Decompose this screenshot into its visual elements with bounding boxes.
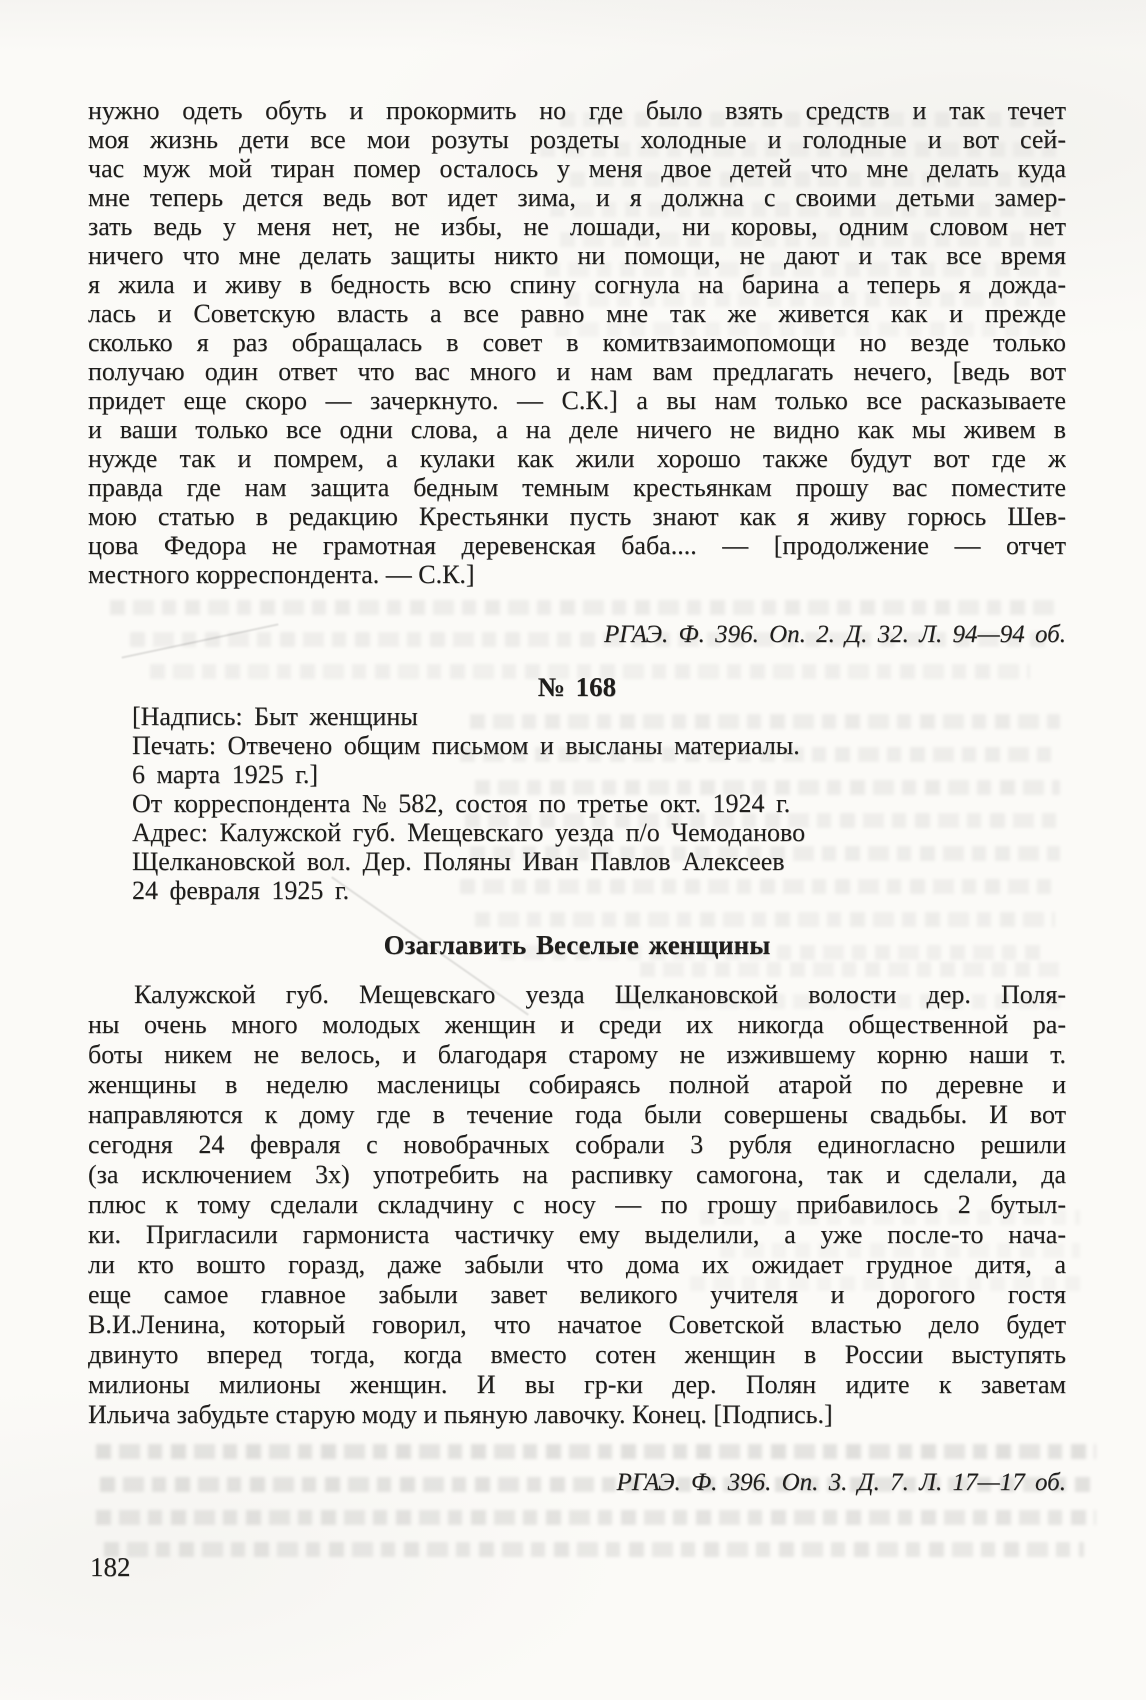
text-line: направляются к дому где в течение года были совершены свадьбы. И вот xyxy=(88,1100,1066,1129)
text-line: придет еще скоро — зачеркнуто. — С.К.] а вы нам только все расказываете xyxy=(88,386,1066,415)
doc2-metadata xyxy=(132,702,1066,905)
text-line: моя жизнь дети все мои розуты роздеты холодные и голодные и вот сей- xyxy=(88,125,1066,154)
text-line: мою статью в редакцию Крестьянки пусть знают как я живу горюсь Шев- xyxy=(88,502,1066,531)
text-line: нужде так и помрем, а кулаки как жили хорошо также будут вот где ж xyxy=(88,444,1066,473)
text-line: я жила и живу в бедность всю спину согнула на барина а теперь я дожда- xyxy=(88,270,1066,299)
text-line: От корреспондента № 582, состоя по третье окт. 1924 г. xyxy=(132,789,791,818)
text-line: час муж мой тиран помер осталось у меня двое детей что мне делать куда xyxy=(88,154,1066,183)
text-line: [Надпись: Быт женщины xyxy=(132,702,418,731)
text-line: Ильича забудьте старую моду и пьяную лавочку. Конец. [Подпись.] xyxy=(88,1400,833,1429)
bleedthrough-row xyxy=(96,1510,1096,1525)
text-line: Щелкановской вол. Дер. Поляны Иван Павлов Алексеев xyxy=(132,847,785,876)
text-line: ки. Пригласили гармониста частичку ему выделили, а уже после-то нача- xyxy=(88,1220,1066,1249)
text-line: зать ведь у меня нет, не избы, не лошади, ни коровы, одним словом нет xyxy=(88,212,1066,241)
doc2-body xyxy=(88,980,1066,1430)
bleedthrough-row xyxy=(96,1444,1096,1459)
text-line: правда где нам защита бедным темным крестьянкам прошу вас поместите xyxy=(88,473,1066,502)
text-line: Печать: Отвечено общим письмом и высланы материалы. xyxy=(132,731,800,760)
text-line: сколько я раз обращалась в совет в комитвзаимопомощи но везде только xyxy=(88,328,1066,357)
text-line: ли кто вошто горазд, даже забыли что дома их ожидает грудное дитя, а xyxy=(88,1250,1066,1279)
text-line: милионы милионы женщин. И вы гр-ки дер. Полян идите к заветам xyxy=(88,1370,1066,1399)
doc2-title: Озаглавить Веселые женщины xyxy=(383,930,771,960)
doc1-body xyxy=(88,96,1066,589)
text-line: лась и Советскую власть а все равно мне так же живется как и прежде xyxy=(88,299,1066,328)
doc2-archive-ref: РГАЭ. Ф. 396. Оп. 3. Д. 7. Л. 17—17 об. xyxy=(616,1469,1066,1496)
text-line: плюс к тому сделали складчину с носу — по грошу прибавилось 2 бутыл- xyxy=(88,1190,1066,1219)
page-number: 182 xyxy=(90,1552,131,1582)
text-line: женщины в неделю масленицы собираясь полной атарой по деревне и xyxy=(88,1070,1066,1099)
text-line: двинуто вперед тогда, когда вместо сотен женщин в России выступять xyxy=(88,1340,1066,1369)
text-line: Калужской губ. Мещевскаго уезда Щелкановской волости дер. Поля- xyxy=(134,980,1066,1009)
bleedthrough-row xyxy=(475,912,1055,927)
doc2-number-heading: № 168 xyxy=(537,672,617,702)
text-line: (за исключением 3х) употребить на распивку самогона, так и сделали, да xyxy=(88,1160,1066,1189)
bleedthrough-row xyxy=(110,600,1060,615)
text-line: цова Федора не грамотная деревенская баба.... — [продолжение — отчет xyxy=(88,531,1066,560)
doc1-archive-ref: РГАЭ. Ф. 396. Оп. 2. Д. 32. Л. 94—94 об. xyxy=(604,621,1066,648)
text-line: сегодня 24 февраля с новобрачных собрали 3 рубля единогласно решили xyxy=(88,1130,1066,1159)
bleedthrough-row xyxy=(104,1542,1084,1557)
text-line: получаю один ответ что вас много и нам вам предлагать нечего, [ведь вот xyxy=(88,357,1066,386)
text-line: еще самое главное забыли завет великого учителя и дорогого гостя xyxy=(88,1280,1066,1309)
text-line: 6 марта 1925 г.] xyxy=(132,760,319,789)
text-line: боты никем не велось, и благодаря старому не изжившему корню наши т. xyxy=(88,1040,1066,1069)
text-line: ничего что мне делать защиты никто ни помощи, не дают и так все время xyxy=(88,241,1066,270)
text-line: ны очень много молодых женщин и среди их никогда общественной ра- xyxy=(88,1010,1066,1039)
text-line: мне теперь дется ведь вот идет зима, и я должна с своими детьми замер- xyxy=(88,183,1066,212)
text-line: 24 февраля 1925 г. xyxy=(132,876,350,905)
text-line: Адрес: Калужской губ. Мещевскаго уезда п/о Чемоданово xyxy=(132,818,806,847)
bleedthrough-row xyxy=(640,962,1060,977)
text-line: местного корреспондента. — С.К.] xyxy=(88,560,475,589)
text-line: нужно одеть обуть и прокормить но где было взять средств и так течет xyxy=(88,96,1066,125)
text-line: и ваши только все одни слова, а на деле ничего не видно как мы живем в xyxy=(88,415,1066,444)
text-line: В.И.Ленина, который говорил, что начатое Советской властью дело будет xyxy=(88,1310,1066,1339)
